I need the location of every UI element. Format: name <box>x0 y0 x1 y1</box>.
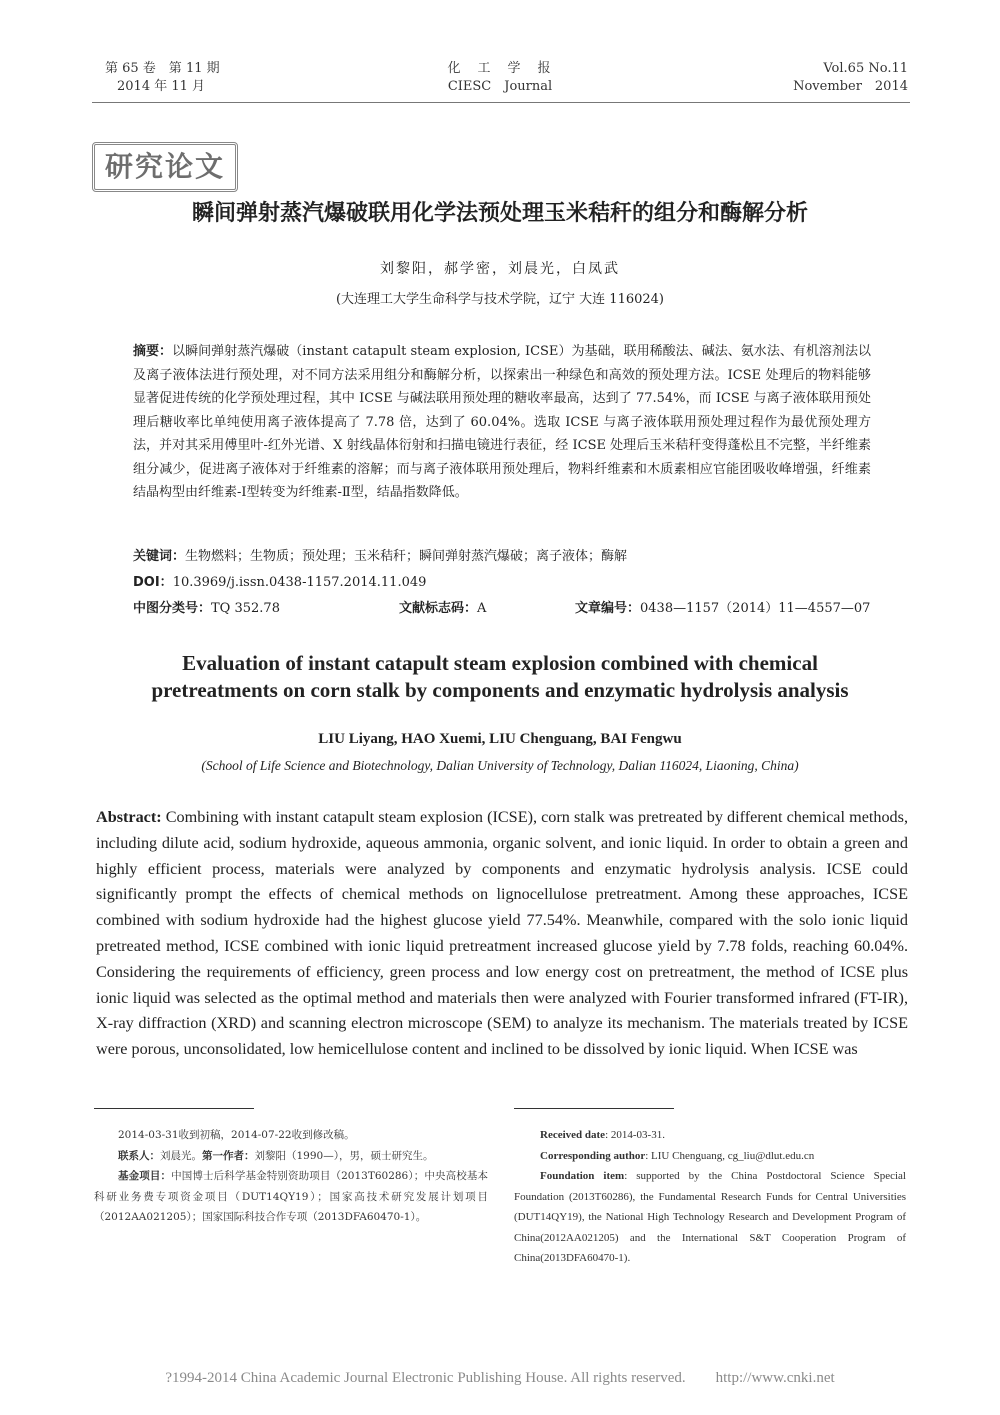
english-abstract <box>96 805 908 1063</box>
clc-value: TQ 352.78 <box>211 601 280 616</box>
article-number-label: 文章编号： <box>575 601 641 616</box>
clc-label: 中图分类号： <box>133 601 212 616</box>
journal-volume-english: Vol.65 No.11 November 2014 <box>793 61 908 94</box>
corresponding-author-en: Corresponding author: LIU Chenguang, cg_liu@dlut.edu.cn <box>540 1149 815 1162</box>
article-number <box>575 599 870 619</box>
fund-line-cn: 基金项目：中国博士后科学基金特别资助项目（2013T60286）；中央高校基本科研业务费专项资金项目（DUT14QY19）；国家高技术研究发展计划项目（2012AA021205）；国家国际科技合作专项（2013DFA60470-1）。 <box>94 1170 488 1223</box>
chinese-authors: 刘黎阳，郝学密，刘晨光，白凤武 <box>380 261 620 277</box>
english-title-line-1: Evaluation of instant catapult steam explosion combined with chemical <box>182 651 818 675</box>
english-title <box>0 650 1000 704</box>
english-authors: LIU Liyang, HAO Xuemi, LIU Chenguang, BAI Fengwu <box>318 731 682 747</box>
journal-volume-issue: 第 65 卷 第 11 期 2014 年 11 月 <box>105 61 220 94</box>
chinese-keywords <box>133 547 627 567</box>
keywords-label: 关键词： <box>133 549 186 564</box>
footnote-rule-left <box>94 1108 254 1109</box>
received-date-en: Received date: 2014-03-31. <box>540 1129 665 1141</box>
chinese-footnotes <box>94 1125 488 1228</box>
english-title-line-2: pretreatments on corn stalk by components and enzymatic hydrolysis analysis <box>151 678 849 702</box>
doi-link[interactable]: 10.3969/j.issn.0438-1157.2014.11.049 <box>172 575 427 590</box>
contact-line-cn: 联系人：刘晨光。第一作者：刘黎阳（1990—），男，硕士研究生。 <box>118 1149 434 1162</box>
document-code <box>399 599 486 619</box>
chinese-abstract <box>133 340 871 505</box>
chinese-abstract-text: 以瞬间弹射蒸汽爆破（instant catapult steam explosion, ICSE）为基础，联用稀酸法、碱法、氨水法、有机溶剂法以及离子液体法进行预处理，对不同方法采用组分和酶解分析，以探索出一种绿色和高效的预处理方法。ICSE 处理后的物料能够显著促进传统的化学预处理过程，其中 ICSE 与碱法联用预处理的糖收率最高，达到了 77.54%，而 ICSE 与离子液体联用预处理后糖收率比单纯使用离子液体提高了 7.78 倍，达到了 60.04%。选取 ICSE 与离子液体联用预处理过程作为最优预处理方法，并对其采用傅里叶-红外光谱、X 射线晶体衍射和扫描电镜进行表征，经 ICSE 处理后玉米秸秆变得蓬松且不完整，半纤维素组分减少，促进离子液体对于纤维素的溶解；而与离子液体联用预处理后，物料纤维素和木质素相应官能团吸收峰增强，纤维素结晶构型由纤维素-Ⅰ型转变为纤维素-Ⅱ型，结晶指数降低。 <box>133 344 871 500</box>
chinese-title: 瞬间弹射蒸汽爆破联用化学法预处理玉米秸秆的组分和酶解分析 <box>191 201 808 226</box>
header-rule <box>92 102 910 103</box>
received-dates-cn: 2014-03-31收到初稿，2014-07-22收到修改稿。 <box>118 1129 355 1141</box>
chinese-abstract-label: 摘要： <box>133 344 173 359</box>
document-code-value: A <box>477 601 487 616</box>
copyright-footer: ?1994-2014 China Academic Journal Electronic Publishing House. All rights reserved. http://www.cnki.net <box>165 1370 835 1386</box>
english-footnotes <box>514 1125 906 1269</box>
chinese-affiliation: (大连理工大学生命科学与技术学院，辽宁 大连 116024) <box>335 292 665 307</box>
foundation-item-en: Foundation item: supported by the China Postdoctoral Science Special Foundation (2013T60286), the Fundamental Research Funds for Central Universities (DUT14QY19), the National High Technology Research and Development Program of China(2012AA021205) and the International S&T Cooperation Program of China(2013DFA60470-1). <box>514 1170 906 1264</box>
document-code-label: 文献标志码： <box>399 601 478 616</box>
keywords-text: 生物燃料；生物质；预处理；玉米秸秆；瞬间弹射蒸汽爆破；离子液体；酶解 <box>185 549 628 564</box>
article-number-value: 0438—1157（2014）11—4557—07 <box>640 601 871 616</box>
section-badge: 研究论文 <box>92 142 238 192</box>
clc-code <box>133 599 280 619</box>
footnote-rule-right <box>514 1108 674 1109</box>
english-abstract-label: Abstract: <box>96 808 162 826</box>
doi-line <box>133 573 426 593</box>
doi-label: DOI： <box>133 575 173 590</box>
journal-name: 化 工 学 报 CIESC Journal <box>447 61 553 94</box>
english-abstract-text: Combining with instant catapult steam explosion (ICSE), corn stalk was pretreated by different chemical methods, including dilute acid, sodium hydroxide, aqueous ammonia, organic solvent, and ionic liquid. In order to obtain a green and highly efficient process, materials were analyzed by components and enzymatic hydrolysis analysis. ICSE could significantly prompt the effects of chemical methods on lignocellulose pretreatment. Among these approaches, ICSE combined with sodium hydroxide had the highest glucose yield 77.54%. Meanwhile, compared with the solo ionic liquid pretreated method, ICSE combined with ionic liquid pretreatment increased glucose yield by 7.78 folds, reaching 60.04%. Considering the requirements of efficiency, green process and low energy cost on pretreatment, the method of ICSE plus ionic liquid was selected as the optimal method and materials then were analyzed with Fourier transformed infrared (FT-IR), X-ray diffraction (XRD) and scanning electron microscope (SEM) to analyze its mechanism. The materials treated by ICSE were porous, unconsolidated, low hemicellulose content and inclined to be dissolved by ionic liquid. When ICSE was <box>96 808 908 1059</box>
english-affiliation: (School of Life Science and Biotechnology, Dalian University of Technology, Dalian 116024, Liaoning, China) <box>201 758 799 773</box>
